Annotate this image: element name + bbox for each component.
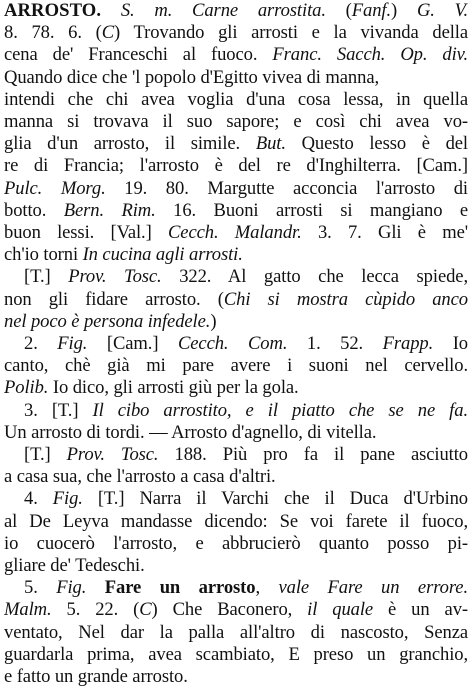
text-run: 322. Al gatto che lecca spiede, xyxy=(161,266,468,288)
entry-line xyxy=(4,355,468,377)
text-run: 19. 80. Margutte acconcia l'arrosto di xyxy=(105,177,468,199)
text-run: a casa sua, che l'arrosto a casa d'altri. xyxy=(4,466,276,488)
text-run: 8. 78. 6. ( xyxy=(4,22,102,44)
italic-text: Il cibo arrostito, e il piatto che se ne fa. xyxy=(92,399,468,421)
italic-text: Frapp. xyxy=(382,333,434,355)
entry-line xyxy=(4,200,468,222)
text-run: ch'io torni xyxy=(4,244,83,266)
italic-text: But. xyxy=(255,133,286,155)
text-run: 3. 7. Gli è me' xyxy=(301,222,468,244)
text-run: 4. xyxy=(24,488,53,510)
text-run: ) Trovando gli arrosti e la vivanda della xyxy=(114,22,468,44)
italic-text: il quale xyxy=(307,599,374,621)
entry-line xyxy=(4,533,468,555)
text-run: io cuocerò l'arrosto, e abbrucierò quanto posso pi- xyxy=(4,532,468,554)
text-run: guardarla prima, avea scambiato, E preso un granchio, xyxy=(4,643,468,665)
text-run: non gli fidare arrosto. ( xyxy=(4,288,224,310)
text-run: glia d'un arrosto, il simile. xyxy=(4,133,256,155)
italic-text: Cecch. Malandr. xyxy=(167,222,302,244)
entry-line xyxy=(4,333,468,355)
text-run: 188. Più pro fa il pane asciutto xyxy=(158,444,468,466)
text-run: intendi che chi avea voglia d'una cosa lessa, in quella xyxy=(4,88,468,110)
text-run: [Cam.] xyxy=(87,333,178,355)
entry-line xyxy=(4,599,468,621)
entry-line xyxy=(4,444,468,466)
entry-line xyxy=(4,577,468,599)
entry-line xyxy=(4,111,468,133)
text-run: 16. Buoni arrosti si mangiano e xyxy=(155,199,468,221)
entry-line xyxy=(4,644,468,666)
italic-text: Malm. xyxy=(4,599,52,621)
entry-line xyxy=(4,622,468,644)
entry-line xyxy=(4,377,468,399)
entry-line xyxy=(4,400,468,422)
italic-text: nel poco è persona infedele. xyxy=(4,310,211,332)
text-run: è un av- xyxy=(373,599,468,621)
entry-line xyxy=(4,422,468,444)
text-run: buon lessi. [Val.] xyxy=(4,222,168,244)
italic-text: Fig. xyxy=(57,333,88,355)
entry-line xyxy=(4,666,468,688)
entry-line xyxy=(4,222,468,244)
text-run: manna si trovava il suo sapore; e così chi avea vo- xyxy=(4,111,468,133)
headword: ARROSTO. xyxy=(4,0,102,21)
italic-text: Franc. Sacch. Op. div. xyxy=(272,44,468,66)
italic-text: C xyxy=(101,22,115,44)
italic-text: vale Fare un errore. xyxy=(278,577,468,599)
text-run: ( xyxy=(345,0,352,21)
text-run: , xyxy=(255,577,279,599)
italic-text: Fanf. xyxy=(351,0,392,21)
entry-line xyxy=(4,89,468,111)
entry-line xyxy=(4,555,468,577)
entry-line xyxy=(4,22,468,44)
italic-text: Pulc. Morg. xyxy=(4,177,106,199)
italic-text: Prov. Tosc. xyxy=(66,444,159,466)
text-run: al De Leyva mandasse dicendo: Se voi farete il fuoco, xyxy=(4,510,468,532)
text-run: 2. xyxy=(24,333,58,355)
italic-text: G. V. xyxy=(416,0,468,21)
text-run: 5. xyxy=(24,577,57,599)
italic-text: Cecch. Com. xyxy=(177,333,288,355)
text-run: ventato, Nel dar la palla all'altro di nascosto, Senza xyxy=(4,621,468,643)
bold-phrase: Fare un arrosto xyxy=(86,577,256,599)
text-run: ) xyxy=(210,310,217,332)
entry-line xyxy=(4,311,468,333)
text-run: ) Che Baconero, xyxy=(151,599,308,621)
text-run: botto. xyxy=(4,199,64,221)
text-run: 3. [T.] xyxy=(24,399,93,421)
italic-text: S. m. Carne arrostita. xyxy=(101,0,346,21)
italic-text: Bern. Rim. xyxy=(63,199,156,221)
text-run: cena de' Franceschi al fuoco. xyxy=(4,44,273,66)
italic-text: Polib. xyxy=(4,377,49,399)
italic-text: In cucina agli arrosti. xyxy=(82,244,243,266)
italic-text: Prov. Tosc. xyxy=(68,266,162,288)
text-run: Un arrosto di tordi. — Arrosto d'agnello, di vitella. xyxy=(4,421,377,443)
text-run: Io xyxy=(433,333,468,355)
text-run: gliare de' Tedeschi. xyxy=(4,555,145,577)
entry-line xyxy=(4,266,468,288)
entry-line xyxy=(4,44,468,66)
entry-line xyxy=(4,155,468,177)
text-run: Questo lesso è del xyxy=(285,133,468,155)
text-run: Quando dice che 'l popolo d'Egitto vivea di manna, xyxy=(4,66,380,88)
italic-text: Fig. xyxy=(56,577,87,599)
entry-line xyxy=(4,178,468,200)
text-run: [T.] Narra il Varchi che il Duca d'Urbino xyxy=(82,488,468,510)
text-run: ) xyxy=(391,0,417,21)
italic-text: C xyxy=(139,599,152,621)
entry-line xyxy=(4,511,468,533)
entry-line xyxy=(4,466,468,488)
entry-line xyxy=(4,0,468,22)
text-run: 1. 52. xyxy=(287,333,383,355)
italic-text: Chi si mostra cùpido anco xyxy=(223,288,468,310)
entry-line xyxy=(4,133,468,155)
text-run: [T.] xyxy=(24,444,67,466)
text-run: 5. 22. ( xyxy=(51,599,140,621)
entry-line xyxy=(4,488,468,510)
text-run: e fatto un grande arrosto. xyxy=(4,666,188,688)
entry-line xyxy=(4,244,468,266)
text-run: re di Francia; l'arrosto è del re d'Inghilterra. [Cam.] xyxy=(4,155,468,177)
text-run: [T.] xyxy=(24,266,69,288)
entry-line xyxy=(4,67,468,89)
italic-text: Fig. xyxy=(52,488,83,510)
text-run: canto, chè già mi pare avere i suoni nel cervello. xyxy=(4,355,468,377)
text-run: Io dico, gli arrosti giù per la gola. xyxy=(48,377,299,399)
entry-line xyxy=(4,289,468,311)
